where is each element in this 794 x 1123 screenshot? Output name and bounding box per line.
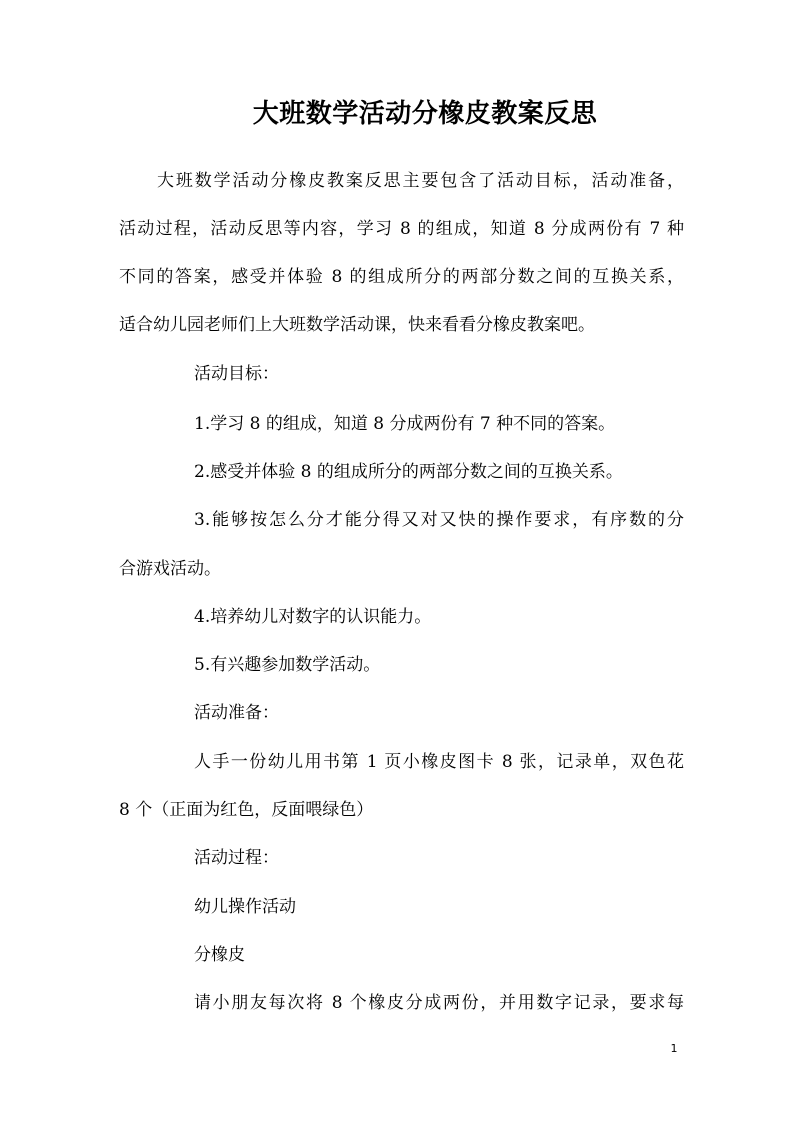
intro-line-1: 大班数学活动分橡皮教案反思主要包含了活动目标，活动准备， [157,171,684,191]
goals-heading: 活动目标： [194,364,279,384]
prep-line-1: 人手一份幼儿用书第 1 页小橡皮图卡 8 张，记录单，双色花 [194,752,684,772]
process-subheading-1: 幼儿操作活动 [194,897,296,917]
prep-line-2: 8 个（正面为红色，反面喂绿色） [119,800,374,820]
goal-2: 2.感受并体验 8 的组成所分的两部分数之间的互换关系。 [194,462,623,482]
process-subheading-2: 分橡皮 [194,945,245,965]
goal-5: 5.有兴趣参加数学活动。 [194,655,381,675]
intro-line-3: 不同的答案，感受并体验 8 的组成所分的两部分数之间的互换关系， [119,267,684,287]
intro-line-2: 活动过程，活动反思等内容，学习 8 的组成，知道 8 分成两份有 7 种 [119,219,684,239]
goal-1: 1.学习 8 的组成，知道 8 分成两份有 7 种不同的答案。 [194,414,616,434]
page-number: 1 [670,1042,678,1055]
process-line-1: 请小朋友每次将 8 个橡皮分成两份，并用数字记录，要求每 [194,993,684,1013]
prep-heading: 活动准备： [194,703,279,723]
page-title: 大班数学活动分橡皮教案反思 [252,99,598,129]
goal-3-line-2: 合游戏活动。 [119,559,221,579]
goal-4: 4.培养幼儿对数字的认识能力。 [194,607,432,627]
goal-3-line-1: 3.能够按怎么分才能分得又对又快的操作要求，有序数的分 [194,510,684,530]
process-heading: 活动过程： [194,848,279,868]
intro-line-4: 适合幼儿园老师们上大班数学活动课，快来看看分橡皮教案吧。 [119,315,595,335]
